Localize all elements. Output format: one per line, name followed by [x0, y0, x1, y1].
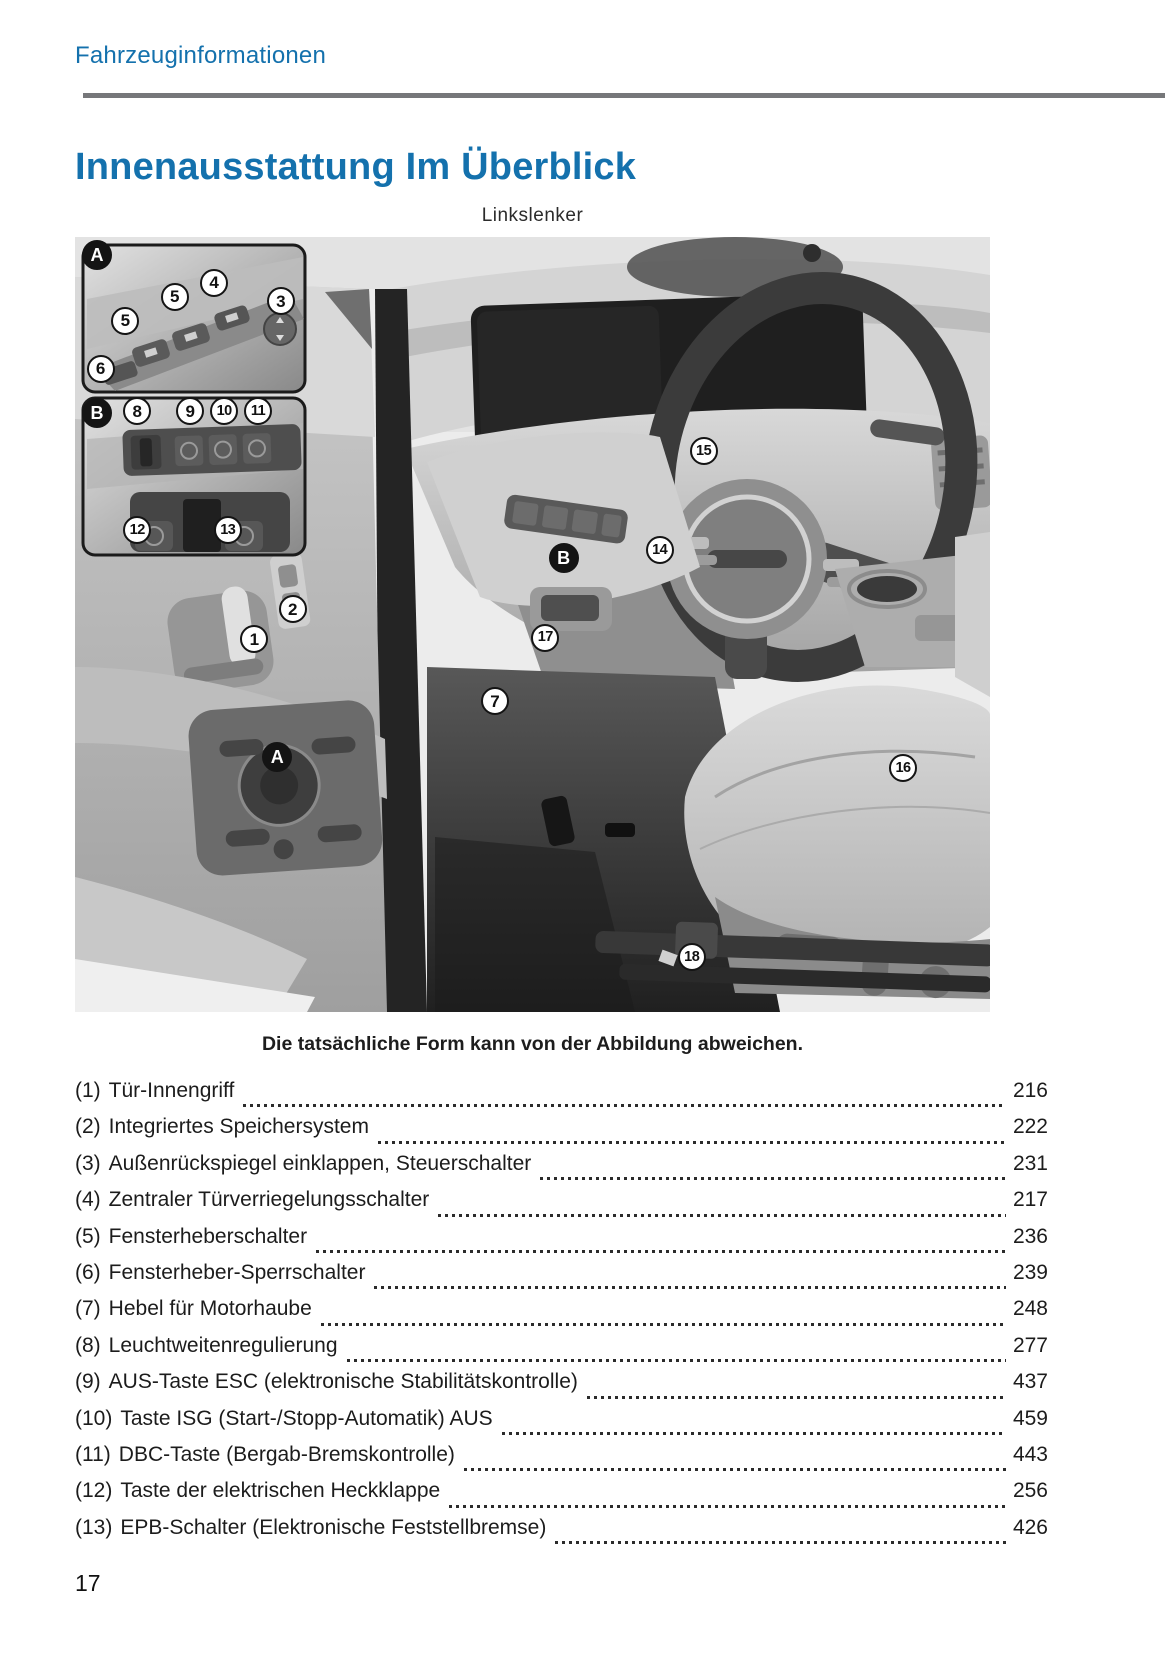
index-item-page: 256 — [1012, 1479, 1048, 1503]
callout-b-marker: B — [82, 398, 112, 428]
index-row — [75, 1225, 1048, 1261]
callout-11-marker: 11 — [244, 397, 272, 425]
index-row — [75, 1334, 1048, 1370]
index-item-page: 248 — [1012, 1297, 1048, 1321]
leader-dots — [464, 1468, 1006, 1471]
leader-dots — [243, 1104, 1006, 1107]
index-item-page: 443 — [1012, 1442, 1048, 1466]
index-item-label: Leuchtweitenregulierung — [108, 1333, 338, 1357]
leader-dots — [555, 1541, 1006, 1544]
index-row — [75, 1188, 1048, 1224]
leader-dots — [316, 1250, 1006, 1253]
index-item-number: (9) — [75, 1370, 101, 1394]
callout-17-marker: 17 — [531, 624, 559, 652]
index-item-number: (11) — [75, 1442, 111, 1466]
index-item-label: Außenrückspiegel einklappen, Steuerschalter — [108, 1151, 532, 1175]
leader-dots — [502, 1432, 1006, 1435]
callout-5-marker: 5 — [161, 283, 189, 311]
interior-figure — [75, 237, 990, 1012]
index-item-page: 216 — [1012, 1079, 1048, 1102]
index-item-page: 222 — [1012, 1115, 1048, 1139]
index-item-label: Zentraler Türverriegelungsschalter — [108, 1188, 430, 1212]
index-row — [75, 1115, 1048, 1151]
callout-9-marker: 9 — [176, 397, 204, 425]
callout-14-marker: 14 — [646, 536, 674, 564]
index-item-page: 236 — [1012, 1224, 1048, 1248]
index-item-number: (3) — [75, 1151, 101, 1175]
callout-13-marker: 13 — [214, 516, 242, 544]
index-item-label: Taste der elektrischen Heckklappe — [120, 1479, 441, 1503]
index-list — [75, 1079, 1048, 1552]
figure-callouts — [75, 237, 990, 1012]
callout-7-marker: 7 — [481, 687, 509, 715]
index-item-number: (13) — [75, 1515, 113, 1539]
leader-dots — [347, 1359, 1006, 1362]
page-title: Innenausstattung Im Überblick — [75, 146, 637, 188]
page-number: 17 — [75, 1570, 101, 1596]
callout-8-marker: 8 — [123, 397, 151, 425]
index-row — [75, 1261, 1048, 1297]
index-row — [75, 1516, 1048, 1552]
callout-2-marker: 2 — [279, 595, 307, 623]
index-item-page: 437 — [1012, 1370, 1048, 1394]
callout-1-marker: 1 — [240, 625, 268, 653]
index-item-number: (6) — [75, 1260, 101, 1284]
index-item-label: EPB-Schalter (Elektronische Feststellbremse) — [120, 1515, 547, 1539]
index-item-label: AUS-Taste ESC (elektronische Stabilitätskontrolle) — [108, 1370, 578, 1394]
index-item-number: (10) — [75, 1406, 113, 1430]
section-label: Fahrzeuginformationen — [75, 42, 327, 69]
leader-dots — [374, 1286, 1006, 1289]
index-item-label: Hebel für Motorhaube — [108, 1297, 312, 1321]
index-item-label: Fensterheber-Sperrschalter — [108, 1260, 366, 1284]
index-item-label: Taste ISG (Start-/Stopp-Automatik) AUS — [120, 1406, 493, 1430]
index-item-page: 277 — [1012, 1333, 1048, 1357]
callout-5-marker: 5 — [111, 307, 139, 335]
figure-caption-top: Linkslenker — [481, 205, 584, 226]
index-row — [75, 1079, 1048, 1115]
callout-18-marker: 18 — [678, 943, 706, 971]
callout-a-marker: A — [262, 742, 292, 772]
index-item-page: 426 — [1012, 1515, 1048, 1539]
index-row — [75, 1370, 1048, 1406]
callout-16-marker: 16 — [889, 754, 917, 782]
index-row — [75, 1152, 1048, 1188]
figure-caption-bottom: Die tatsächliche Form kann von der Abbildung abweichen. — [261, 1033, 804, 1055]
index-item-label: Fensterheberschalter — [108, 1224, 308, 1248]
callout-6-marker: 6 — [87, 355, 115, 383]
leader-dots — [378, 1141, 1006, 1144]
leader-dots — [321, 1323, 1006, 1326]
callout-a-marker: A — [82, 240, 112, 270]
callout-15-marker: 15 — [690, 437, 718, 465]
leader-dots — [587, 1396, 1006, 1399]
header-rule — [83, 93, 1165, 98]
index-item-number: (4) — [75, 1188, 101, 1212]
index-row — [75, 1407, 1048, 1443]
index-item-number: (5) — [75, 1224, 101, 1248]
index-item-page: 459 — [1012, 1406, 1048, 1430]
index-item-number: (8) — [75, 1333, 101, 1357]
index-item-number: (2) — [75, 1115, 101, 1139]
index-item-label: Integriertes Speichersystem — [108, 1115, 369, 1139]
callout-4-marker: 4 — [200, 269, 228, 297]
index-item-page: 217 — [1012, 1188, 1048, 1212]
index-row — [75, 1297, 1048, 1333]
index-row — [75, 1479, 1048, 1515]
callout-3-marker: 3 — [267, 287, 295, 315]
callout-12-marker: 12 — [123, 516, 151, 544]
callout-10-marker: 10 — [210, 397, 238, 425]
index-item-label: Tür-Innengriff — [108, 1079, 235, 1102]
index-item-label: DBC-Taste (Bergab-Bremskontrolle) — [118, 1442, 455, 1466]
leader-dots — [540, 1177, 1006, 1180]
callout-b-marker: B — [549, 543, 579, 573]
leader-dots — [449, 1505, 1006, 1508]
index-item-number: (7) — [75, 1297, 101, 1321]
index-item-number: (12) — [75, 1479, 113, 1503]
index-item-number: (1) — [75, 1079, 101, 1102]
index-item-page: 239 — [1012, 1260, 1048, 1284]
leader-dots — [438, 1214, 1006, 1217]
index-row — [75, 1443, 1048, 1479]
index-item-page: 231 — [1012, 1151, 1048, 1175]
